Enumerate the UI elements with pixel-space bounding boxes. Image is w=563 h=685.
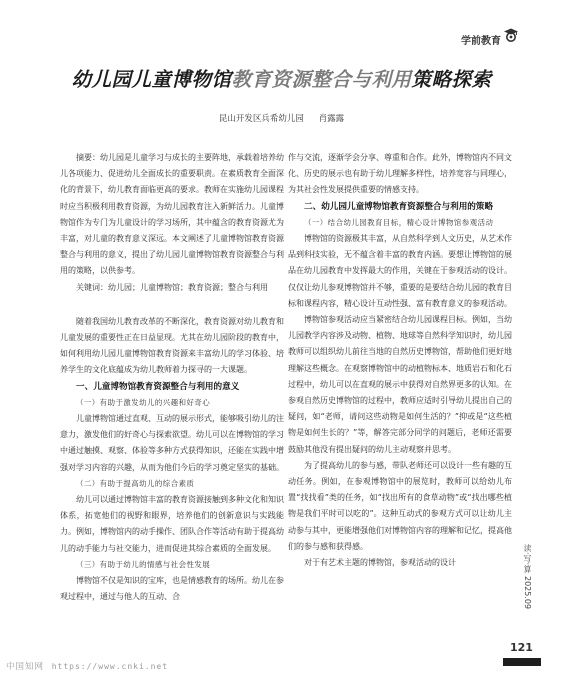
body-paragraph: 博物馆的资源极其丰富，从自然科学到人文历史，从艺术作品到科技实验，无不蕴含着丰富的教育内涵。要想让博物馆的展品在幼儿园教育中发挥最大的作用，关键在于参观活动的设计。仅仅让幼儿参观博物馆并不够，重要的是要结合幼儿园的教育目标和课程内容，精心设计互动性强、富有教育意义的参观活动。 bbox=[288, 234, 512, 308]
journal-issue-vertical bbox=[521, 544, 535, 609]
section-tag: 学前教育 bbox=[461, 36, 501, 47]
title-part-1: 幼儿园儿童博物馆 bbox=[71, 68, 232, 91]
right-column bbox=[288, 150, 512, 571]
subsection-heading: （一）有助于激发幼儿的兴趣和好奇心 bbox=[76, 397, 211, 407]
body-paragraph: 为了提高幼儿的参与感，带队老师还可以设计一些有趣的互动任务。例如，在参观博物馆中的展览时，教师可以给幼儿布置“找找看”类的任务，如“找出所有的食草动物”或“找出哪些植物是我们平时可以吃的”。这种互动式的参观方式可以让幼儿主动参与其中，更能增强他们对博物馆内容的理解和记忆，提高他们的参与感和获得感。 bbox=[288, 460, 512, 551]
left-column bbox=[60, 150, 284, 605]
body-paragraph: 作与交流，逐渐学会分享、尊重和合作。此外，博物馆内不同文化、历史的展示也有助于幼儿理解多样性，培养宽容与同理心，为其社会性发展提供重要的情感支持。 bbox=[288, 153, 512, 195]
body-paragraph: 博物馆参观活动应当紧密结合幼儿园课程目标。例如，当幼儿园教学内容涉及动物、植物、地球等自然科学知识时，幼儿园教师可以组织幼儿前往当地的自然历史博物馆，帮助他们更好地理解这些概念。在观察博物馆中的动植物标本、地质岩石和化石过程中，幼儿可以在直观的展示中获得对自然界更多的认知。在参观自然历史博物馆的过程中，教师应适时引导幼儿提出自己的疑问，如“老师，请问这些动物是如何生活的？”抑或是“这些植物是如何生长的？”等，解答完部分同学的问题后，老师还需要鼓励其他没有提出疑问的幼儿主动观察并思考。 bbox=[288, 315, 512, 454]
journal-name: 读·写·算 bbox=[523, 544, 532, 574]
author-affiliation: 昆山开发区兵希幼儿园 bbox=[218, 114, 304, 124]
body-paragraph: 随着我国幼儿教育改革的不断深化，教育资源对幼儿教育和儿童发展的重要性正在日益显现。尤其在幼儿园阶段的教育中，如何利用幼儿园儿童博物馆教育资源来丰富幼儿的学习体验、培养学生的文化底蕴成为幼儿教师着力探寻的一大课题。 bbox=[60, 316, 284, 375]
body-paragraph: 博物馆不仅是知识的宝库，也是情感教育的场所。幼儿在参观过程中，通过与他人的互动、合 bbox=[60, 576, 284, 602]
subsection-heading: （三）有助于幼儿的情感与社会性发展 bbox=[76, 559, 211, 569]
subsection-heading: （一）结合幼儿园教育目标，精心设计博物馆参观活动 bbox=[304, 217, 494, 227]
author-line bbox=[0, 112, 563, 124]
section-heading: 二、幼儿园儿童博物馆教育资源整合与利用的策略 bbox=[304, 201, 494, 212]
watermark-url: https://www.cnki.net bbox=[51, 662, 169, 671]
section-heading: 一、儿童博物馆教育资源整合与利用的意义 bbox=[76, 381, 240, 392]
watermark bbox=[6, 660, 168, 672]
watermark-brand: 中国知网 bbox=[6, 662, 45, 672]
body-paragraph: 对于有艺术主题的博物馆，参观活动的设计 bbox=[304, 558, 456, 568]
issue-number: 2025.09 bbox=[523, 576, 532, 610]
author-name: 肖露露 bbox=[318, 114, 345, 124]
subsection-heading: （二）有助于提高幼儿的综合素质 bbox=[76, 478, 195, 488]
body-paragraph: 幼儿可以通过博物馆丰富的教育资源接触到多种文化和知识体系，拓宽他们的视野和眼界，培养他们的创新意识与实践能力。例如，博物馆内的动手操作、团队合作等活动有助于提高幼儿的动手能力与社交能力，进而促进其综合素质的全面发展。 bbox=[60, 495, 284, 553]
page-header bbox=[0, 0, 563, 48]
title-part-3: 策略探索 bbox=[411, 68, 492, 91]
body-paragraph: 关键词：幼儿园；儿童博物馆；教育资源；整合与利用 bbox=[76, 282, 268, 292]
page-number: 121 bbox=[510, 641, 533, 654]
body-paragraph: 儿童博物馆通过直观、互动的展示形式，能够吸引幼儿的注意力，激发他们的好奇心与探索欲望。幼儿可以在博物馆的学习中通过触摸、观察、体验等多种方式获得知识，还能在实践中增强对学习内容的兴趣，从而为他们今后的学习奠定坚实的基础。 bbox=[60, 414, 284, 472]
article-title bbox=[0, 64, 563, 92]
body-paragraph: 摘要：幼儿园是儿童学习与成长的主要阵地，承载着培养幼儿各项能力、促进幼儿全面成长的重要职责。在素质教育全面深化的背景下，幼儿教育面临更高的要求。教师在实施幼儿园课程时应当积极利用教育资源，为幼儿园教育注入新鲜活力。儿童博物馆作为专门为儿童设计的学习场所，其中蕴含的教育资源尤为丰富，对儿童的教育意义深远。本文阐述了儿童博物馆教育资源整合与利用的意义，提出了幼儿园儿童博物馆教育资源整合与利用的策略，以供参考。 bbox=[60, 153, 284, 276]
paragraph-gap bbox=[60, 296, 284, 314]
graduation-cap-gear-icon bbox=[503, 27, 519, 43]
page-number-bar bbox=[503, 658, 541, 666]
title-part-2: 教育资源整合与利用 bbox=[231, 68, 412, 91]
